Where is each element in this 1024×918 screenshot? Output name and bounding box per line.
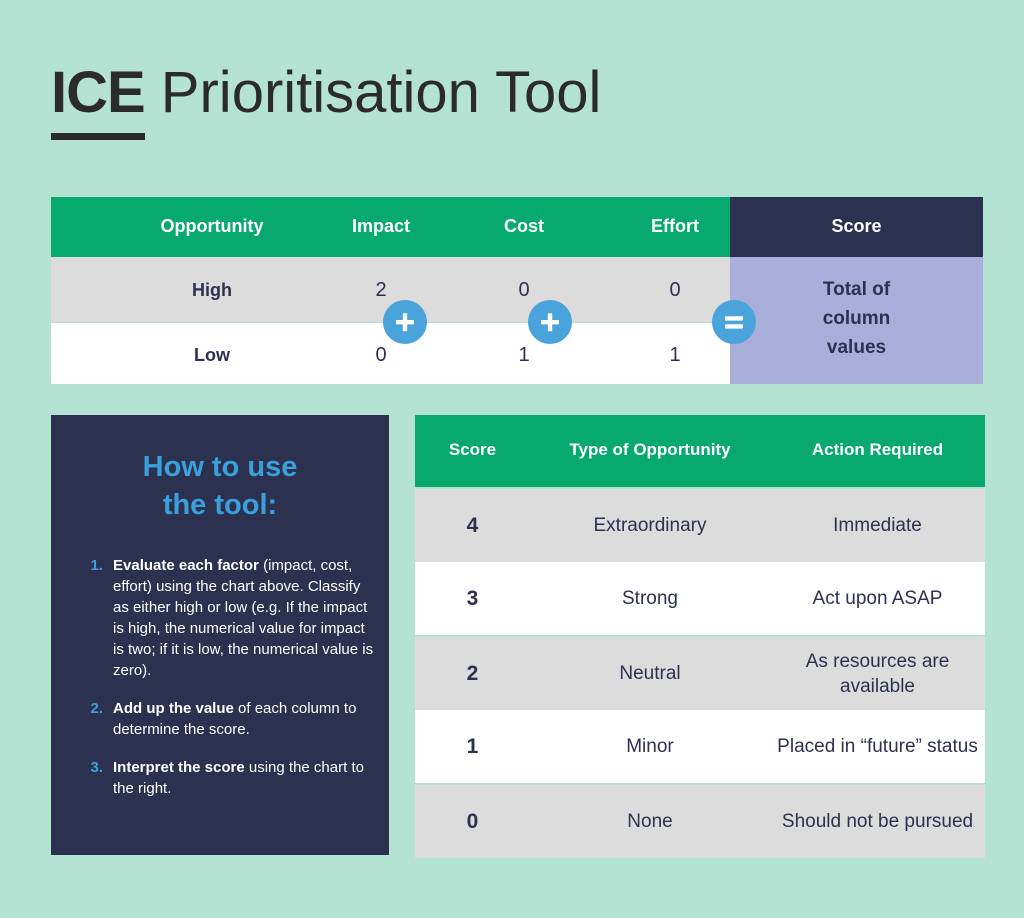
table-row — [415, 637, 985, 710]
legend-row-2-type: Neutral — [619, 663, 681, 684]
legend-row-3-type: Minor — [626, 736, 674, 757]
step-2-text — [113, 700, 356, 738]
matrix-cell-low-cost: 1 — [518, 344, 530, 366]
equals-icon-score — [712, 300, 756, 344]
step-2-bold: Add up the value — [113, 700, 234, 717]
matrix-cell-high-effort: 0 — [669, 279, 681, 301]
step-3-number: 3. — [90, 759, 103, 776]
legend-row-1-score: 3 — [466, 587, 479, 610]
matrix-cell-high-opportunity: High — [192, 280, 232, 300]
legend-row-0-type: Extraordinary — [593, 515, 707, 536]
matrix-cell-high-cost: 0 — [518, 279, 530, 301]
legend-row-1-type: Strong — [622, 588, 678, 609]
legend-row-1-action: Act upon ASAP — [812, 588, 943, 609]
legend-row-4-type: None — [627, 811, 673, 832]
how-to-use-step-3 — [77, 757, 377, 799]
step-3-text — [113, 759, 364, 797]
legend-row-0-action: Immediate — [833, 515, 922, 536]
title-ice: ICE — [51, 60, 145, 125]
title-text — [51, 58, 951, 128]
legend-header-type: Type of Opportunity — [569, 440, 731, 459]
how-to-use-step-1 — [77, 555, 377, 681]
step-1-text — [113, 557, 373, 679]
matrix-cell-low-impact: 0 — [375, 344, 387, 366]
how-to-use-step-2 — [77, 698, 377, 740]
matrix-header-score: Score — [831, 216, 882, 236]
plus-icon-cost-effort — [528, 300, 572, 344]
legend-row-4-action: Should not be pursued — [781, 811, 974, 832]
legend-row-0-score: 4 — [466, 514, 479, 537]
page-title — [51, 58, 951, 128]
table-row — [415, 562, 985, 635]
score-total-line-3: values — [826, 337, 887, 358]
how-to-use-panel — [51, 415, 389, 855]
how-to-use-title-line-1: How to use — [142, 451, 298, 483]
step-1-number: 1. — [90, 557, 103, 574]
step-2-number: 2. — [90, 700, 103, 717]
matrix-cell-low-opportunity: Low — [194, 345, 230, 365]
how-to-use-title-line-2: the tool: — [162, 489, 278, 521]
matrix-header-effort: Effort — [651, 216, 699, 236]
legend-header-action: Action Required — [811, 440, 944, 459]
matrix-header-opportunity: Opportunity — [160, 216, 264, 236]
step-2-rest: of each column to determine the score. — [113, 700, 357, 738]
table-row — [415, 710, 985, 783]
matrix-cell-high-impact: 2 — [375, 279, 387, 301]
matrix-cell-low-effort: 1 — [669, 344, 681, 366]
step-1-bold: Evaluate each factor — [113, 557, 259, 574]
score-interpretation-table — [415, 415, 985, 855]
legend-header-score: Score — [448, 440, 497, 459]
score-total-line-2: column — [822, 308, 891, 329]
title-underline — [51, 133, 145, 140]
matrix-header-impact: Impact — [351, 216, 411, 236]
legend-row-3-score: 1 — [466, 735, 479, 758]
scoring-matrix-table — [51, 197, 983, 384]
how-to-use-steps — [77, 555, 377, 816]
legend-row-2-action: As resources are available — [805, 650, 950, 697]
step-1-rest: (impact, cost, effort) using the chart above. Classify as either high or low (e.g. If the impact is high, the numerical value for impact is two; if it is low, the numerical value is zero). — [113, 557, 374, 679]
score-total-line-1: Total of — [822, 279, 891, 300]
step-3-rest: using the chart to the right. — [113, 759, 364, 797]
matrix-header-cost: Cost — [504, 216, 544, 236]
legend-row-3-action: Placed in “future” status — [777, 736, 978, 757]
legend-row-4-score: 0 — [466, 810, 479, 833]
table-row — [415, 785, 985, 858]
title-rest: Prioritisation Tool — [144, 60, 602, 125]
plus-icon-impact-cost — [383, 300, 427, 344]
matrix-cell-score-total — [730, 275, 983, 362]
table-row — [415, 489, 985, 562]
how-to-use-title — [51, 448, 389, 524]
legend-row-2-score: 2 — [466, 662, 479, 685]
step-3-bold: Interpret the score — [113, 759, 245, 776]
